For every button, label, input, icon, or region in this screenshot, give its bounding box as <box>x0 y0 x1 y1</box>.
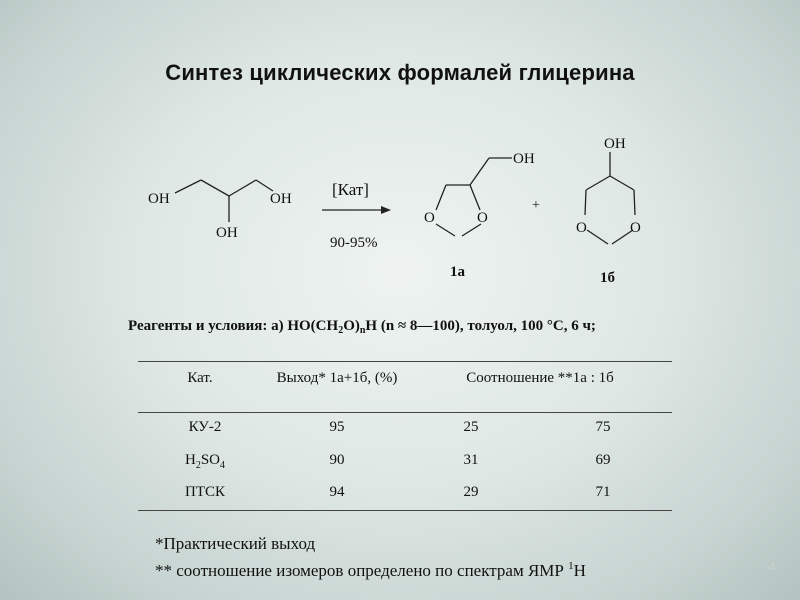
table-top-rule <box>138 361 672 362</box>
reaction-conditions <box>128 318 768 336</box>
product-1b-structure <box>585 152 635 244</box>
slide-title: Синтез циклических формалей глицерина <box>165 60 635 85</box>
product-1a-ring-o-left: O <box>424 210 435 226</box>
table-cell-cat: ПТСК <box>184 484 225 500</box>
catalyst-label: [Кат] <box>332 180 369 199</box>
footnote-ratio-nucleus: Н <box>573 561 586 580</box>
table-cell-ratio-b: 75 <box>595 419 611 435</box>
footnote-ratio-text: ** соотношение изомеров определено по спектрам ЯМР <box>155 561 564 580</box>
table-header-ratio: Соотношение **1а : 1б <box>466 370 614 386</box>
conditions-subscript-n: n <box>359 325 366 336</box>
conditions-suffix: H (n ≈ 8—100), толуол, 100 °C, 6 ч; <box>365 318 596 334</box>
table-bottom-rule <box>138 510 672 511</box>
product-1a-ring-o-right: O <box>477 210 488 226</box>
product-1b-oh: OH <box>604 136 626 152</box>
table-cell-yield: 95 <box>329 419 345 435</box>
table-cell-ratio-b: 69 <box>595 452 611 468</box>
table-cell-cat: $H_2SO_4$ <box>184 452 226 471</box>
table-cell-ratio-a: 31 <box>463 452 479 468</box>
product-1b-ring-o-right: O <box>630 220 641 236</box>
table-header-yield: Выход* 1а+1б, (%) <box>276 370 398 386</box>
table-cell-ratio-a: 25 <box>463 419 479 435</box>
table-header-rule <box>138 412 672 413</box>
table-cell-yield: 94 <box>329 484 345 500</box>
reactant-oh-right: OH <box>270 191 292 207</box>
product-1a-oh: OH <box>513 151 535 167</box>
table-cell-ratio-b: 71 <box>595 484 611 500</box>
slide-number: 4 <box>768 558 776 574</box>
conditions-prefix: Реагенты и условия: а) HO(CH <box>128 318 339 334</box>
reactant-oh-middle: OH <box>216 225 238 241</box>
glycerol-structure <box>175 180 273 222</box>
product-1a-label: 1а <box>450 264 465 280</box>
yield-label: 90-95% <box>330 235 378 251</box>
table-cell-ratio-a: 29 <box>463 484 479 500</box>
table-cell-yield: 90 <box>329 452 345 468</box>
footnote-yield: *Практический выход <box>155 534 316 553</box>
product-1b-label: 1б <box>600 270 615 286</box>
table-cell-cat: КУ-2 <box>188 419 222 435</box>
conditions-subscript-2: 2 <box>338 325 344 336</box>
product-1a-structure <box>436 158 512 236</box>
subscript-2: 2 <box>195 460 201 471</box>
conditions-mid: O) <box>343 318 360 334</box>
product-1b-ring-o-left: O <box>576 220 587 236</box>
reactant-oh-left: OH <box>148 191 170 207</box>
reaction-arrow-head <box>381 206 391 214</box>
plus-sign: + <box>532 198 540 213</box>
footnote-ratio-superscript: 1 <box>568 560 574 572</box>
footnote-ratio <box>155 560 586 581</box>
table-header-cat: Кат. <box>187 370 213 386</box>
subscript-4: 4 <box>220 460 226 471</box>
